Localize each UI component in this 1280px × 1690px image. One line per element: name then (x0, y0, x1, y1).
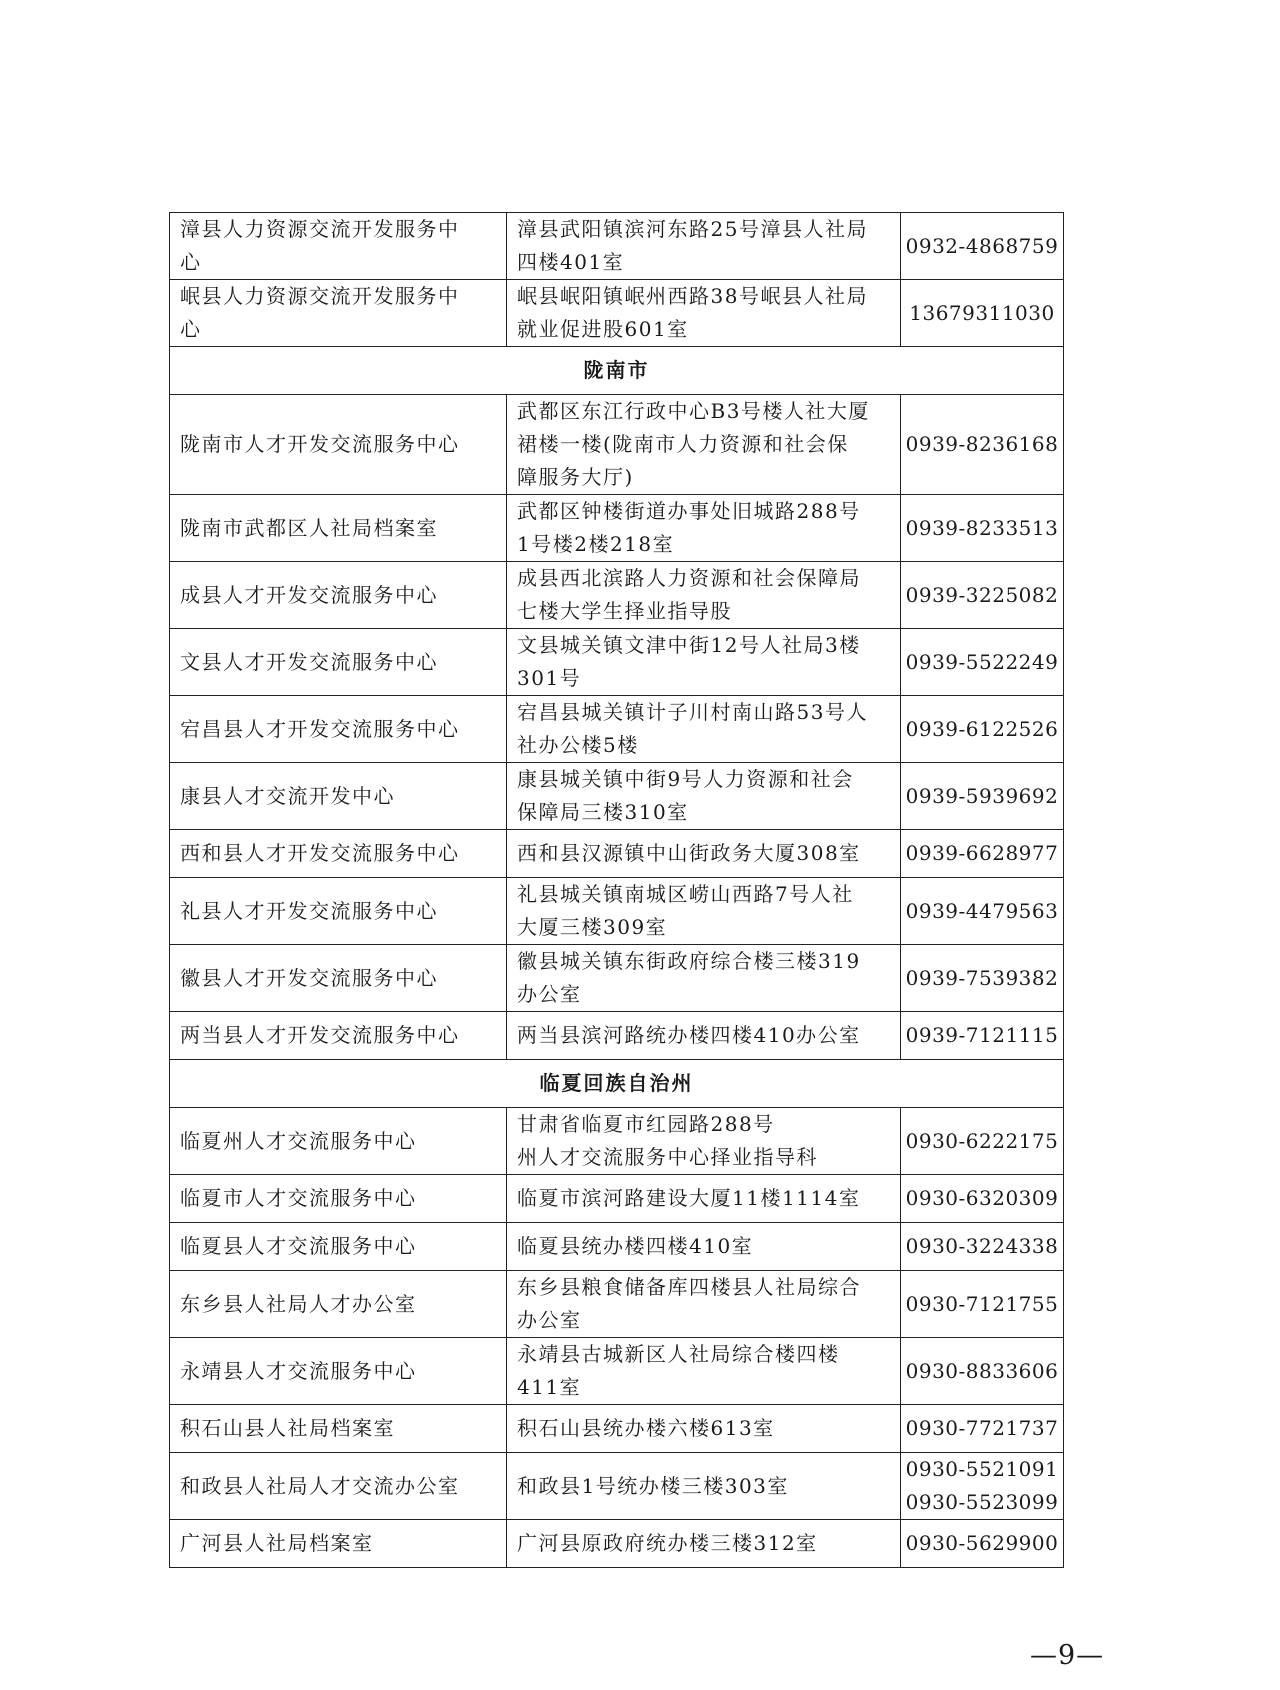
phone-line: 13679311030 (909, 300, 1055, 325)
org-name-cell (170, 1175, 507, 1223)
org-name-line: 临夏市人才交流服务中心 (180, 1186, 417, 1210)
address-line: 成县西北滨路人力资源和社会保障局 (517, 566, 861, 590)
org-name-line: 礼县人才开发交流服务中心 (180, 898, 438, 923)
phone-cell (901, 878, 1064, 945)
org-name-line: 永靖县人才交流服务中心 (180, 1358, 417, 1383)
org-name-cell (170, 1405, 507, 1453)
phone-line: 0939-4479563 (905, 898, 1059, 923)
org-name-cell (170, 1223, 507, 1271)
phone-cell (901, 213, 1064, 280)
phone-cell (901, 562, 1064, 629)
org-name-line: 心 (180, 250, 202, 274)
org-name-line: 积石山县人社局档案室 (180, 1416, 395, 1440)
phone-line: 0939-6628977 (905, 841, 1059, 865)
phone-cell (901, 1271, 1064, 1338)
address-cell (507, 1223, 901, 1271)
address-cell (507, 395, 901, 495)
address-line: 武都区东江行政中心B3号楼人社大厦 (517, 399, 870, 423)
phone-line: 0939-7121115 (905, 1023, 1059, 1047)
phone-cell (901, 945, 1064, 1012)
address-line: 和政县1号统办楼三楼303室 (517, 1473, 789, 1498)
phone-cell (901, 1223, 1064, 1271)
phone-line: 0930-6222175 (905, 1128, 1059, 1153)
address-line: 就业促进股601室 (517, 317, 689, 341)
address-line: 社办公楼5楼 (517, 733, 639, 757)
address-line: 保障局三楼310室 (517, 800, 689, 824)
address-line: 西和县汉源镇中山街政务大厦308室 (517, 841, 861, 865)
table-row (170, 1012, 1064, 1060)
address-line: 七楼大学生择业指导股 (517, 599, 732, 623)
table-row (170, 878, 1064, 945)
address-cell (507, 629, 901, 696)
address-line: 四楼401室 (517, 250, 625, 274)
phone-cell (901, 1108, 1064, 1175)
address-cell (507, 830, 901, 878)
address-line: 1号楼2楼218室 (517, 532, 675, 556)
address-line: 康县城关镇中街9号人力资源和社会 (517, 767, 854, 791)
org-name-line: 漳县人力资源交流开发服务中 (180, 217, 460, 241)
address-line: 徽县城关镇东街政府综合楼三楼319 (517, 949, 861, 973)
address-line: 411室 (517, 1375, 582, 1399)
phone-cell (901, 1520, 1064, 1568)
address-cell (507, 1012, 901, 1060)
org-name-cell (170, 495, 507, 562)
address-cell (507, 1175, 901, 1223)
address-cell (507, 1453, 901, 1520)
org-name-line: 康县人才交流开发中心 (180, 783, 395, 808)
org-name-line: 岷县人力资源交流开发服务中 (180, 284, 460, 308)
org-name-line: 东乡县人社局人才办公室 (180, 1291, 417, 1316)
address-cell (507, 1108, 901, 1175)
table-row (170, 562, 1064, 629)
address-cell (507, 495, 901, 562)
org-name-line: 广河县人社局档案室 (180, 1531, 374, 1555)
org-name-line: 临夏州人才交流服务中心 (180, 1128, 417, 1153)
page-number: —9— (1030, 1640, 1105, 1671)
org-name-line: 临夏县人才交流服务中心 (180, 1234, 417, 1258)
address-cell (507, 945, 901, 1012)
org-name-cell (170, 763, 507, 830)
address-line: 岷县岷阳镇岷州西路38号岷县人社局 (517, 284, 868, 308)
table-row (170, 1271, 1064, 1338)
phone-cell (901, 1012, 1064, 1060)
address-cell (507, 280, 901, 347)
address-line: 障服务大厅) (517, 465, 634, 489)
table-row (170, 1223, 1064, 1271)
address-line: 301号 (517, 666, 582, 690)
address-line: 宕昌县城关镇计子川村南山路53号人 (517, 700, 868, 724)
phone-cell (901, 1405, 1064, 1453)
table-row (170, 213, 1064, 280)
address-cell (507, 696, 901, 763)
phone-line: 0939-3225082 (905, 582, 1059, 607)
org-name-line: 心 (180, 317, 202, 341)
address-cell (507, 562, 901, 629)
address-line: 东乡县粮食储备库四楼县人社局综合 (517, 1275, 861, 1299)
org-name-cell (170, 696, 507, 763)
address-line: 甘肃省临夏市红园路288号 (517, 1112, 775, 1136)
address-line: 广河县原政府统办楼三楼312室 (517, 1531, 818, 1555)
org-name-cell (170, 1108, 507, 1175)
phone-line: 0939-7539382 (905, 965, 1059, 990)
org-name-cell (170, 1012, 507, 1060)
phone-line: 0939-8236168 (905, 432, 1059, 456)
address-line: 大厦三楼309室 (517, 915, 668, 939)
phone-line: 0930-5521091 (905, 1457, 1059, 1481)
table-row (170, 696, 1064, 763)
org-name-line: 西和县人才开发交流服务中心 (180, 841, 460, 865)
org-name-cell (170, 1453, 507, 1520)
address-line: 办公室 (517, 1308, 582, 1332)
org-name-line: 陇南市人才开发交流服务中心 (180, 432, 460, 456)
phone-line: 0939-5522249 (905, 649, 1059, 674)
address-line: 积石山县统办楼六楼613室 (517, 1416, 775, 1440)
phone-line: 0930-5523099 (905, 1490, 1059, 1514)
address-line: 办公室 (517, 982, 582, 1006)
phone-line: 0932-4868759 (905, 233, 1059, 258)
address-cell (507, 1405, 901, 1453)
table-row (170, 945, 1064, 1012)
org-name-cell (170, 945, 507, 1012)
org-name-cell (170, 878, 507, 945)
table-row (170, 395, 1064, 495)
address-line: 文县城关镇文津中街12号人社局3楼 (517, 633, 861, 657)
address-line: 临夏市滨河路建设大厦11楼1114室 (517, 1186, 861, 1210)
org-name-cell (170, 1271, 507, 1338)
phone-line: 0930-3224338 (905, 1234, 1059, 1258)
table-row (170, 1175, 1064, 1223)
org-name-cell (170, 629, 507, 696)
section-header-row (170, 347, 1064, 395)
section-header-row (170, 1060, 1064, 1108)
table-row (170, 629, 1064, 696)
table-row (170, 1405, 1064, 1453)
address-line: 两当县滨河路统办楼四楼410办公室 (517, 1023, 861, 1047)
table-row (170, 1520, 1064, 1568)
table-row (170, 763, 1064, 830)
org-name-line: 两当县人才开发交流服务中心 (180, 1023, 460, 1047)
phone-cell (901, 1338, 1064, 1405)
section-title: 临夏回族自治州 (170, 1060, 1064, 1108)
table-row (170, 1108, 1064, 1175)
phone-line: 0939-5939692 (905, 783, 1059, 808)
phone-line: 0930-8833606 (905, 1358, 1059, 1383)
table-row (170, 280, 1064, 347)
contact-table (169, 212, 1064, 1568)
org-name-line: 文县人才开发交流服务中心 (180, 649, 438, 674)
org-name-line: 宕昌县人才开发交流服务中心 (180, 716, 460, 741)
phone-cell (901, 763, 1064, 830)
address-cell (507, 763, 901, 830)
phone-cell (901, 495, 1064, 562)
address-line: 礼县城关镇南城区崂山西路7号人社 (517, 882, 854, 906)
org-name-cell (170, 1338, 507, 1405)
phone-cell (901, 696, 1064, 763)
phone-cell (901, 1175, 1064, 1223)
address-line: 临夏县统办楼四楼410室 (517, 1234, 754, 1258)
address-cell (507, 1271, 901, 1338)
phone-line: 0930-6320309 (905, 1186, 1059, 1210)
org-name-cell (170, 280, 507, 347)
org-name-cell (170, 830, 507, 878)
address-line: 州人才交流服务中心择业指导科 (517, 1145, 818, 1169)
address-line: 永靖县古城新区人社局综合楼四楼 (517, 1342, 840, 1366)
address-cell (507, 878, 901, 945)
phone-cell (901, 280, 1064, 347)
table-row (170, 1338, 1064, 1405)
phone-line: 0939-8233513 (905, 515, 1059, 540)
org-name-cell (170, 1520, 507, 1568)
address-cell (507, 1338, 901, 1405)
phone-line: 0930-7121755 (905, 1291, 1059, 1316)
table-row (170, 1453, 1064, 1520)
org-name-line: 陇南市武都区人社局档案室 (180, 515, 438, 540)
org-name-line: 成县人才开发交流服务中心 (180, 582, 438, 607)
address-cell (507, 1520, 901, 1568)
org-name-line: 徽县人才开发交流服务中心 (180, 965, 438, 990)
phone-cell (901, 1453, 1064, 1520)
address-line: 裙楼一楼(陇南市人力资源和社会保 (517, 432, 849, 456)
phone-line: 0930-7721737 (905, 1416, 1059, 1440)
table-row (170, 495, 1064, 562)
address-line: 漳县武阳镇滨河东路25号漳县人社局 (517, 217, 868, 241)
phone-cell (901, 395, 1064, 495)
org-name-cell (170, 395, 507, 495)
org-name-cell (170, 213, 507, 280)
table-row (170, 830, 1064, 878)
phone-line: 0939-6122526 (905, 716, 1059, 741)
phone-cell (901, 629, 1064, 696)
phone-line: 0930-5629900 (905, 1531, 1059, 1555)
org-name-line: 和政县人社局人才交流办公室 (180, 1473, 460, 1498)
address-line: 武都区钟楼街道办事处旧城路288号 (517, 499, 861, 523)
org-name-cell (170, 562, 507, 629)
section-title: 陇南市 (170, 347, 1064, 395)
address-cell (507, 213, 901, 280)
phone-cell (901, 830, 1064, 878)
